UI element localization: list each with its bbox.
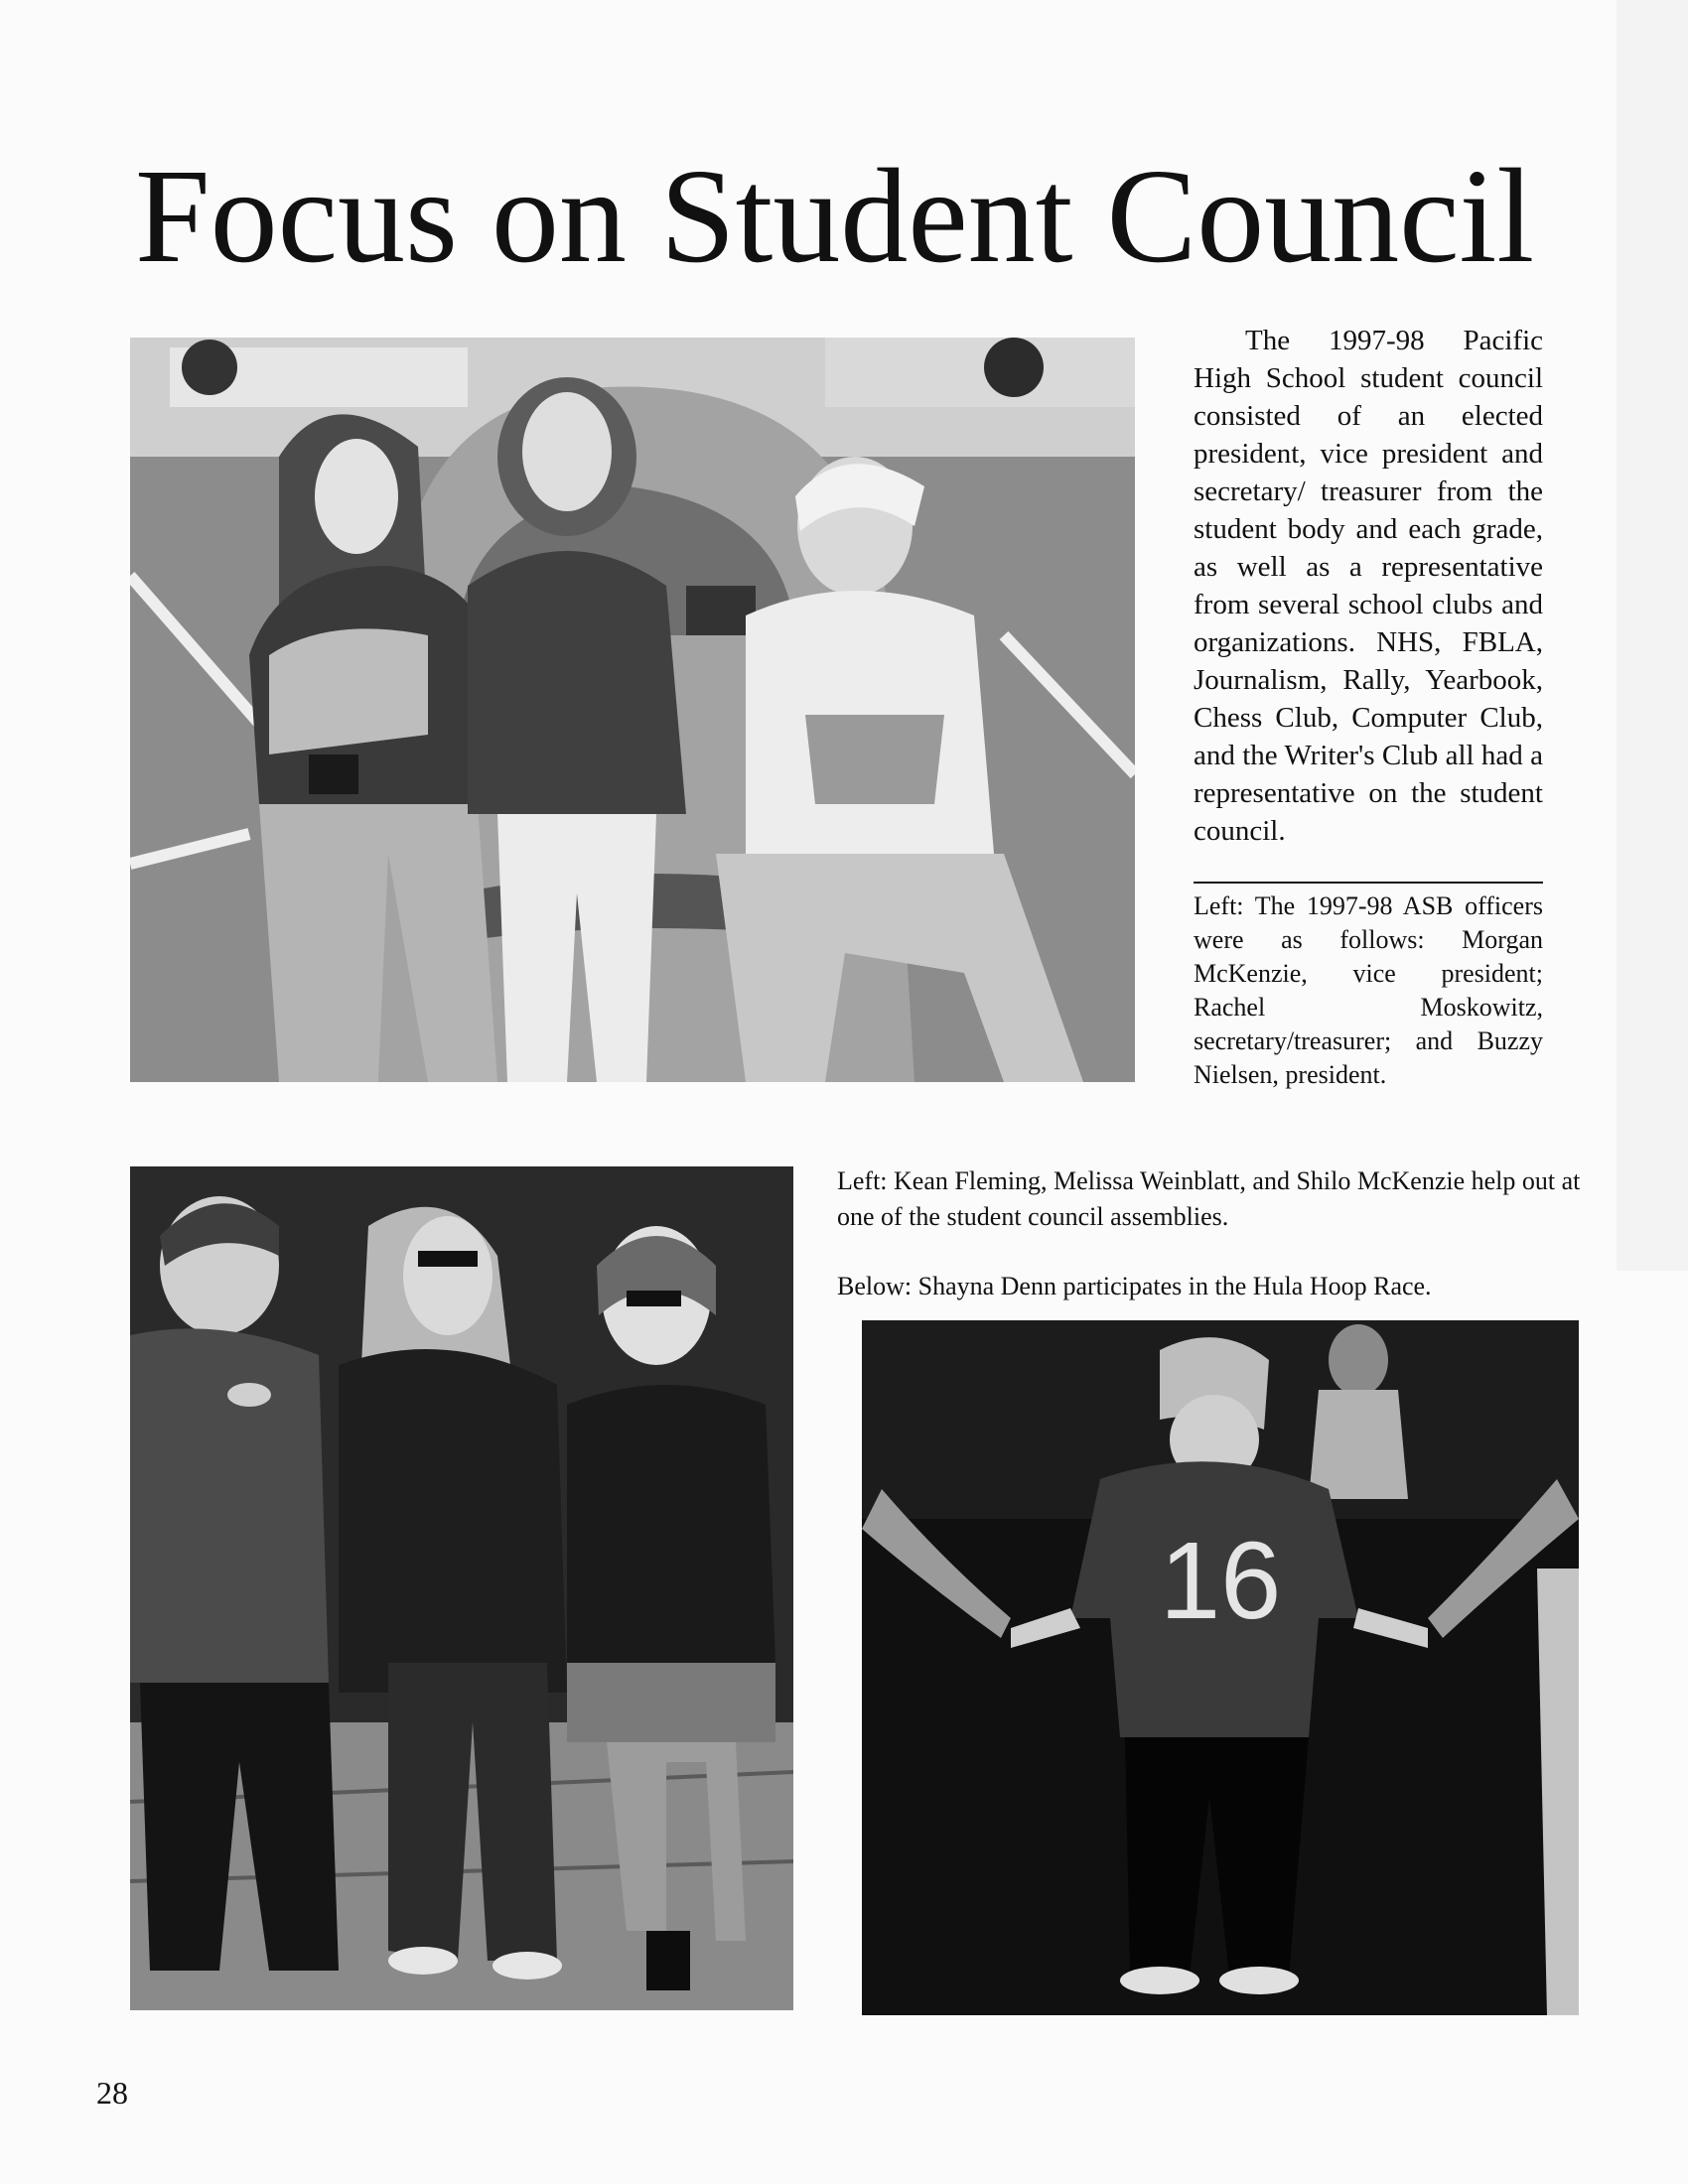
hula-hoop-photo bbox=[862, 1320, 1579, 2015]
officers-photo bbox=[130, 338, 1135, 1082]
student-council-article: The 1997-98 Pacific High School student council consisted of an elected president, vice president and secretary/ treasurer from the student body and each grade, as well as a representative from several school clubs and organizations. NHS, FBLA, Journalism, Rally, Yearbook, Chess Club, Computer Club, and the Writer's Club all had a representative on the student council. bbox=[1194, 325, 1543, 847]
assembly-caption: Left: Kean Fleming, Melissa Weinblatt, and Shilo McKenzie help out at one of the student council assemblies. bbox=[837, 1166, 1581, 1231]
caption-divider bbox=[1194, 882, 1543, 884]
page-edge bbox=[1617, 0, 1688, 1271]
page-title: Focus on Student Council bbox=[135, 142, 1535, 291]
page-number: 28 bbox=[96, 2075, 128, 2111]
officers-caption: Left: The 1997-98 ASB officers were as follows: Morgan McKenzie, vice president; Rachel Moskowitz, secretary/treasurer; and Buzzy Nielsen, president. bbox=[1194, 891, 1543, 1089]
svg-text:16: 16 bbox=[1160, 1520, 1282, 1642]
assembly-helpers-photo bbox=[130, 1166, 793, 2010]
hula-hoop-caption: Below: Shayna Denn participates in the Hula Hoop Race. bbox=[837, 1272, 1432, 1300]
